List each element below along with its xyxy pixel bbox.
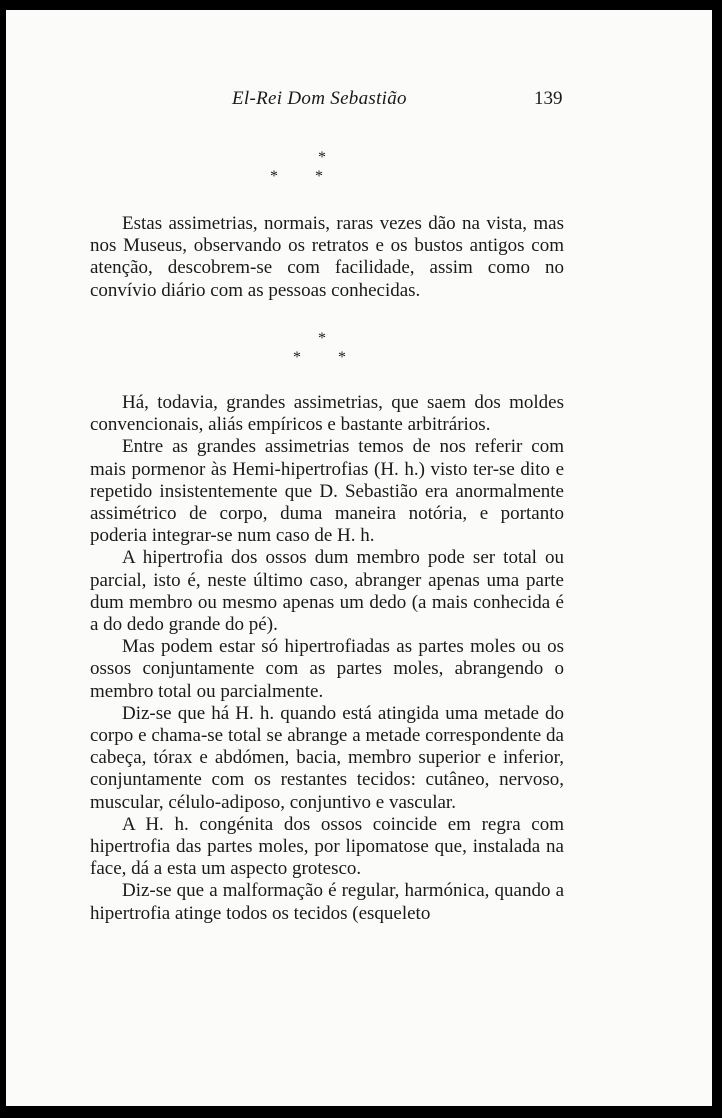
paragraph: Há, todavia, grandes assimetrias, que saem dos moldes convencionais, aliás empíricos e bastante arbitrários. [90, 392, 564, 436]
page-header [6, 88, 712, 112]
paragraph: A H. h. congénita dos ossos coincide em regra com hipertrofia das partes moles, por lipomatose que, instalada na face, dá a esta um aspecto grotesco. [90, 813, 564, 880]
separator-star: * [318, 330, 326, 347]
text-block [90, 213, 564, 302]
section-separator [6, 331, 712, 371]
paragraph: Diz-se que há H. h. quando está atingida uma metade do corpo e chama-se total se abrange a metade correspondente da cabeça, tórax e abdómen, bacia, membro superior e inferior, conjuntamente com os restantes tecidos: cutâneo, nervoso, muscular, célulo-adiposo, conjuntivo e vascular. [90, 702, 564, 813]
paragraph: Mas podem estar só hipertrofiadas as partes moles ou os ossos conjuntamente com as partes moles, abrangendo o membro total ou parcialmente. [90, 636, 564, 702]
running-title: El-Rei Dom Sebastião [232, 88, 407, 109]
separator-star: * [270, 168, 278, 185]
separator-star: * [318, 149, 326, 166]
text-block [90, 392, 564, 925]
paragraph: Estas assimetrias, normais, raras vezes dão na vista, mas nos Museus, observando os retratos e os bustos antigos com atenção, descobrem-se com facilidade, assim como no convívio diário com as pessoas conhecidas. [90, 213, 564, 301]
paragraph: Entre as grandes assimetrias temos de nos referir com mais pormenor às Hemi-hipertrofias (H. h.) visto ter-se dito e repetido insistentemente que D. Sebastião era anormalmente assimétrico de corpo, duma maneira notória, e portanto poderia integrar-se num caso de H. h. [90, 436, 564, 547]
paragraph: Diz-se que a malformação é regular, harmónica, quando a hipertrofia atinge todos os tecidos (esqueleto [90, 880, 564, 924]
page-number: 139 [534, 88, 563, 109]
separator-star: * [338, 349, 346, 366]
separator-star: * [315, 168, 323, 185]
book-page [6, 10, 712, 1106]
section-separator [6, 150, 712, 190]
separator-star: * [293, 349, 301, 366]
paragraph: A hipertrofia dos ossos dum membro pode ser total ou parcial, isto é, neste último caso, abranger apenas uma parte dum membro ou mesmo apenas um dedo (a mais conhecida é a do dedo grande do pé). [90, 547, 564, 636]
